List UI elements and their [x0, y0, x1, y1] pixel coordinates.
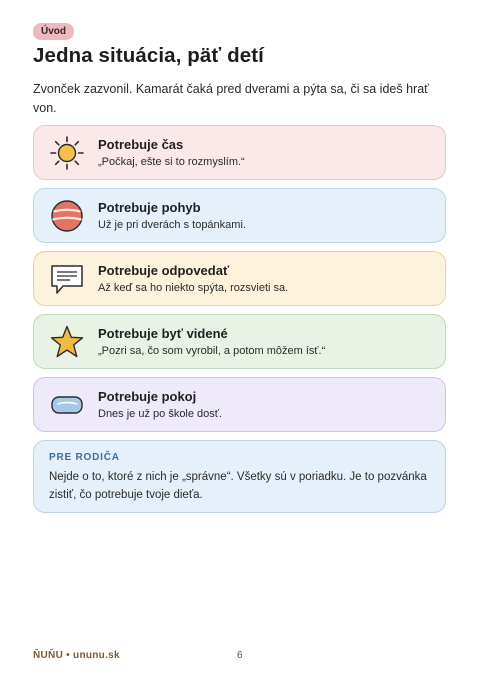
card-answer — [33, 251, 446, 306]
page-title: Jedna situácia, päť detí — [33, 44, 264, 67]
parent-note — [33, 440, 446, 513]
page-number: 6 — [237, 650, 243, 661]
star-icon — [49, 324, 85, 360]
card-text: „Počkaj, ešte si to rozmyslím.“ — [98, 156, 245, 168]
card-text: „Pozri sa, čo som vyrobil, a potom môžem ísť.“ — [98, 345, 326, 357]
card-title: Potrebuje čas — [98, 137, 184, 152]
card-movement — [33, 188, 446, 243]
card-title: Potrebuje pokoj — [98, 389, 197, 404]
card-title: Potrebuje pohyb — [98, 200, 201, 215]
parent-note-text: Nejde o to, ktoré z nich je „správne“. Všetky sú v poriadku. Je to pozvánka zistiť, čo potrebuje tvoje dieťa. — [49, 471, 427, 501]
card-title: Potrebuje byť videné — [98, 326, 228, 341]
parent-note-label: PRE RODIČA — [49, 452, 120, 463]
card-text: Dnes je už po škole dosť. — [98, 408, 222, 420]
footer-brand: ŇUŇU • ununu.sk — [33, 650, 120, 661]
card-title: Potrebuje odpovedať — [98, 263, 230, 278]
intro-paragraph: Zvonček zazvonil. Kamarát čaká pred dverami a pýta sa, či sa ideš hrať von. — [33, 82, 429, 115]
card-calm — [33, 377, 446, 432]
speech-bubble-icon — [49, 261, 85, 297]
sun-icon — [49, 135, 85, 171]
card-time — [33, 125, 446, 180]
card-seen — [33, 314, 446, 369]
section-badge: Úvod — [33, 23, 74, 40]
card-text: Už je pri dverách s topánkami. — [98, 219, 246, 231]
pillow-icon — [49, 387, 85, 423]
card-text: Až keď sa ho niekto spýta, rozsvieti sa. — [98, 282, 289, 294]
ball-icon — [49, 198, 85, 234]
